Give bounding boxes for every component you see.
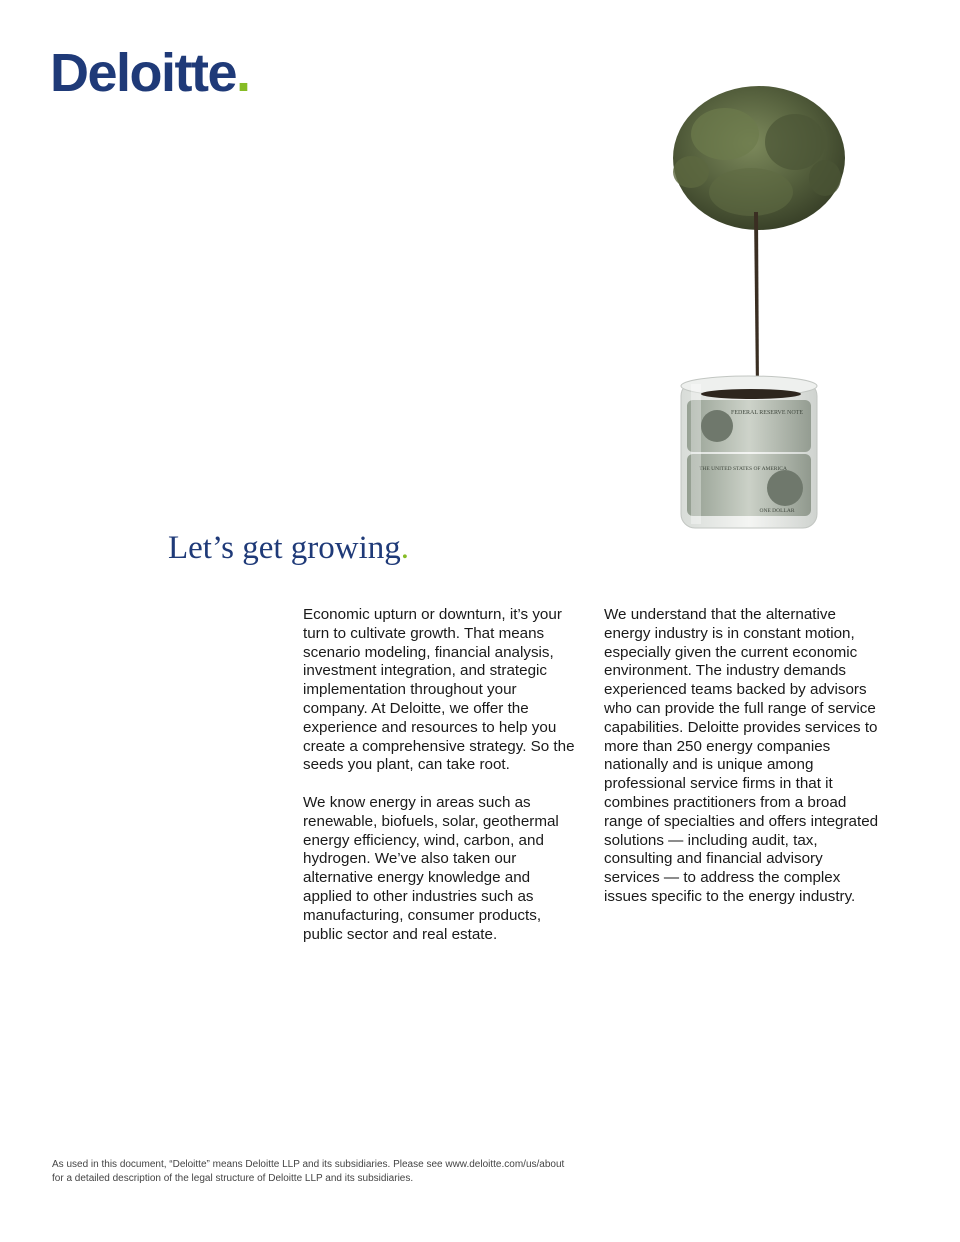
- tagline: [168, 530, 409, 566]
- body-column-right: [604, 606, 879, 926]
- legal-footer: [52, 1158, 612, 1186]
- money-tree-image: [655, 82, 870, 542]
- body-paragraph: Economic upturn or downturn, it’s your turn to cultivate growth. That means scenario modeling, financial analysis, investment integration, and strategic implementation throughout your company. At Deloitte, we offer the experience and resources to help you create a comprehensive strategy. So the seeds you plant, can take root.: [303, 606, 575, 774]
- tree-foliage: [673, 86, 845, 230]
- glass-pot: [681, 376, 817, 528]
- bill-text-denomination: ONE DOLLAR: [759, 508, 795, 514]
- footer-line: for a detailed description of the legal structure of Deloitte LLP and its subsidiaries.: [52, 1173, 414, 1184]
- logo-wordmark: Deloitte: [50, 43, 237, 103]
- tagline-dot: .: [400, 530, 410, 566]
- bill-text-upper: FEDERAL RESERVE NOTE: [731, 410, 803, 416]
- deloitte-logo: [50, 43, 250, 103]
- tree-trunk: [754, 212, 759, 392]
- footer-line: As used in this document, “Deloitte” means Deloitte LLP and its subsidiaries. Please see www.deloitte.com/us/about: [52, 1159, 565, 1170]
- body-column-left: [303, 606, 578, 963]
- bill-text-lower: THE UNITED STATES OF AMERICA: [699, 466, 787, 472]
- tagline-text: Let’s get growing: [168, 530, 401, 566]
- body-paragraph: We understand that the alternative energy industry is in constant motion, especially given the current economic environment. The industry demands experienced teams backed by advisors who can provide the full range of service capabilities. Deloitte provides services to more than 250 energy companies nationally and is unique among professional service firms in that it combines practitioners from a broad range of specialties and offers integrated solutions — including audit, tax, consulting and financial advisory services — to address the complex issues specific to the energy industry.: [604, 606, 879, 905]
- body-paragraph: We know energy in areas such as renewable, biofuels, solar, geothermal energy efficiency, wind, carbon, and hydrogen. We’ve also taken our alternative energy knowledge and applied to other industries such as manufacturing, consumer products, public sector and real estate.: [303, 793, 559, 943]
- logo-dot: .: [236, 43, 250, 103]
